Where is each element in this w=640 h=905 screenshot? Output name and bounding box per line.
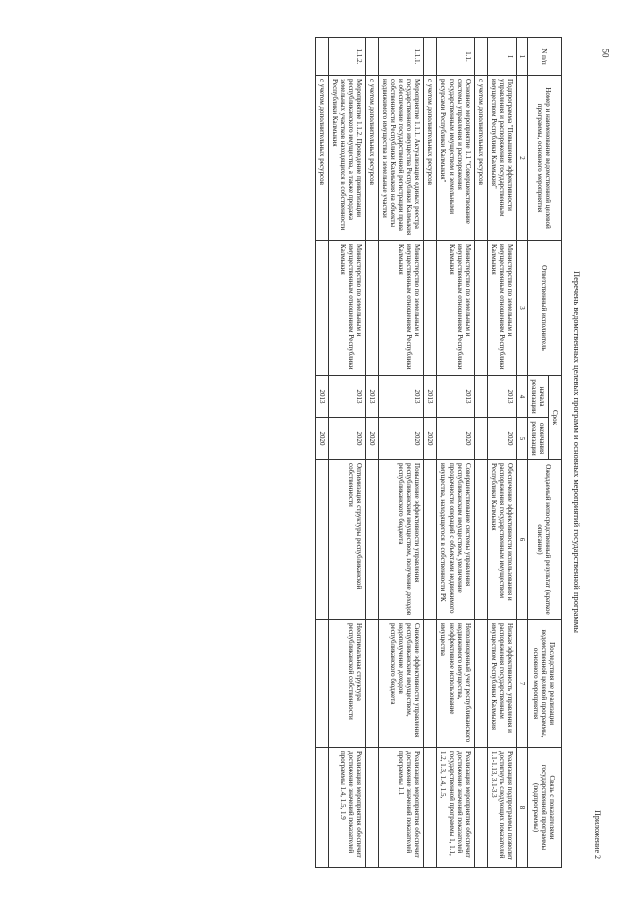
cell-start: 2013 bbox=[424, 376, 437, 418]
cell-result bbox=[366, 460, 379, 620]
cell-end: 2020 bbox=[328, 418, 365, 460]
cell-end: 2020 bbox=[366, 418, 379, 460]
cell-result bbox=[424, 460, 437, 620]
cell-end: 2020 bbox=[424, 418, 437, 460]
cell-end: 2020 bbox=[379, 418, 424, 460]
cell-link bbox=[366, 748, 379, 868]
cell-num: 1.1.2. bbox=[328, 38, 365, 76]
table-row bbox=[437, 38, 474, 868]
cell-consequences bbox=[474, 620, 487, 748]
col-result-header: Ожидаемый непосредственный результат (краткое описание) bbox=[527, 460, 561, 620]
col-number: 6 bbox=[516, 460, 527, 620]
cell-end bbox=[474, 418, 487, 460]
programs-table bbox=[315, 37, 562, 868]
cell-responsible bbox=[366, 241, 379, 376]
cell-consequences: Неполноценный учет республиканского недвижимого имущества, неэффективное использование имущества bbox=[437, 620, 474, 748]
cell-num bbox=[315, 38, 328, 76]
cell-name: Подпрограмма "Повышение эффективности управления и распоряжения государственным имуществом Республики Калмыкия" bbox=[487, 76, 516, 241]
cell-responsible bbox=[315, 241, 328, 376]
cell-link: Реализация мероприятия обеспечит достижение значений показателей программы 1.4, 1.5, 1.9 bbox=[328, 748, 365, 868]
col-end-header: окончания реализации bbox=[527, 418, 548, 460]
col-number: 5 bbox=[516, 418, 527, 460]
cell-responsible: Министерство по земельным и имущественным отношениям Республики Калмыкия bbox=[379, 241, 424, 376]
cell-name: с учетом дополнительных ресурсов bbox=[315, 76, 328, 241]
appendix-label: Приложение 2 bbox=[593, 810, 602, 859]
cell-num: 1.1.1. bbox=[379, 38, 424, 76]
col-responsible-header: Ответственный исполнитель bbox=[527, 241, 561, 376]
table-row bbox=[424, 38, 437, 868]
table-row bbox=[328, 38, 365, 868]
cell-num bbox=[474, 38, 487, 76]
cell-name: Мероприятие 1.1.2. Проведение приватизации республиканского имущества, а также продажа земельных участков находящихся в собственности Республики Калмыкия bbox=[328, 76, 365, 241]
cell-start: 2013 bbox=[487, 376, 516, 418]
cell-link: Реализация мероприятия обеспечит достижение значений показателей программы 1.1 bbox=[379, 748, 424, 868]
cell-result: Обеспечение эффективности использования и распоряжения государственным имуществом Республики Калмыкия bbox=[487, 460, 516, 620]
table-row bbox=[474, 38, 487, 868]
page-number: 50 bbox=[600, 48, 611, 58]
table-row bbox=[366, 38, 379, 868]
cell-result: Повышение эффективности управления республиканским имуществом, получение доходов республиканского бюджета bbox=[379, 460, 424, 620]
cell-num: I bbox=[487, 38, 516, 76]
col-link-header: Связь с показателями государственной программы (подпрограммы) bbox=[527, 748, 561, 868]
table-row bbox=[315, 38, 328, 868]
cell-link bbox=[315, 748, 328, 868]
cell-link: Реализация мероприятия обеспечит достижение значений показателей государственной программы 1, 1.1, 1.2, 1.3, 1.4, 1.5, bbox=[437, 748, 474, 868]
cell-end: 2020 bbox=[315, 418, 328, 460]
cell-start: 2013 bbox=[328, 376, 365, 418]
cell-name: с учетом дополнительных ресурсов bbox=[424, 76, 437, 241]
col-name-header: Номер и наименование ведомственной целевой программы, основного мероприятия bbox=[527, 76, 561, 241]
col-num-header: N п/п bbox=[527, 38, 561, 76]
cell-start: 2013 bbox=[315, 376, 328, 418]
cell-name: Мероприятие 1.1.1. Актуализация единых реестра государственного имущества Республики Калмыкия и обеспечение государственной регистрации права собственности Республики Калмыкия на объекты недвижимого имущества и земельные участки bbox=[379, 76, 424, 241]
col-number: 3 bbox=[516, 241, 527, 376]
cell-responsible: Министерство по земельным и имущественным отношениям Республики Калмыкия bbox=[437, 241, 474, 376]
cell-num bbox=[424, 38, 437, 76]
cell-consequences bbox=[424, 620, 437, 748]
cell-name: с учетом дополнительных ресурсов bbox=[474, 76, 487, 241]
cell-end: 2020 bbox=[487, 418, 516, 460]
cell-result bbox=[474, 460, 487, 620]
cell-start bbox=[474, 376, 487, 418]
col-number: 7 bbox=[516, 620, 527, 748]
cell-link bbox=[424, 748, 437, 868]
cell-link bbox=[474, 748, 487, 868]
col-number: 8 bbox=[516, 748, 527, 868]
table-row bbox=[487, 38, 516, 868]
cell-result bbox=[315, 460, 328, 620]
cell-consequences: Низкая эффективность управления и распоряжения государственным имуществом Республики Калмыкия bbox=[487, 620, 516, 748]
document-title: Перечень ведомственных целевых программ и основных мероприятий государственной программы bbox=[572, 271, 582, 633]
cell-responsible: Министерство по земельным и имущественным отношениям Республики Калмыкия bbox=[328, 241, 365, 376]
col-consequences-header: Последствия не реализации ведомственной целевой программы, основного мероприятия bbox=[527, 620, 561, 748]
cell-end: 2020 bbox=[437, 418, 474, 460]
cell-num: 1.1. bbox=[437, 38, 474, 76]
cell-start: 2013 bbox=[366, 376, 379, 418]
rotated-page bbox=[40, 37, 600, 867]
cell-result: Совершенствование системы управления республиканским имуществом, увеличение прозрачности операций с объектами недвижимого имущества, находящегося в собственности РК bbox=[437, 460, 474, 620]
cell-responsible: Министерство по земельным и имущественным отношениям Республики Калмыкия bbox=[487, 241, 516, 376]
col-start-header: начала реализации bbox=[527, 376, 548, 418]
cell-consequences: Неоптимальная структура республиканской собственности bbox=[328, 620, 365, 748]
cell-num bbox=[366, 38, 379, 76]
table-row bbox=[379, 38, 424, 868]
cell-result: Оптимизация структуры республиканской собственности bbox=[328, 460, 365, 620]
col-term-header: Срок bbox=[548, 376, 561, 460]
cell-consequences bbox=[366, 620, 379, 748]
header-row bbox=[548, 38, 561, 868]
cell-responsible bbox=[424, 241, 437, 376]
col-number: 1 bbox=[516, 38, 527, 76]
cell-name: Основное мероприятие 1.1 "Совершенствование системы управления и распоряжения государственным имуществом и земельными ресурсами Республики Калмыкия" bbox=[437, 76, 474, 241]
cell-consequences: Снижение эффективности управления республиканским имуществом, недополучение доходов республиканского бюджета bbox=[379, 620, 424, 748]
cell-responsible bbox=[474, 241, 487, 376]
col-number: 4 bbox=[516, 376, 527, 418]
cell-consequences bbox=[315, 620, 328, 748]
cell-name: с учетом дополнительных ресурсов bbox=[366, 76, 379, 241]
column-numbers-row bbox=[516, 38, 527, 868]
col-number: 2 bbox=[516, 76, 527, 241]
cell-link: Реализация подпрограммы позволит достигнуть следующих показателей 1.1-1.13, 3.1-3.3 bbox=[487, 748, 516, 868]
cell-start: 2013 bbox=[379, 376, 424, 418]
cell-start: 2013 bbox=[437, 376, 474, 418]
